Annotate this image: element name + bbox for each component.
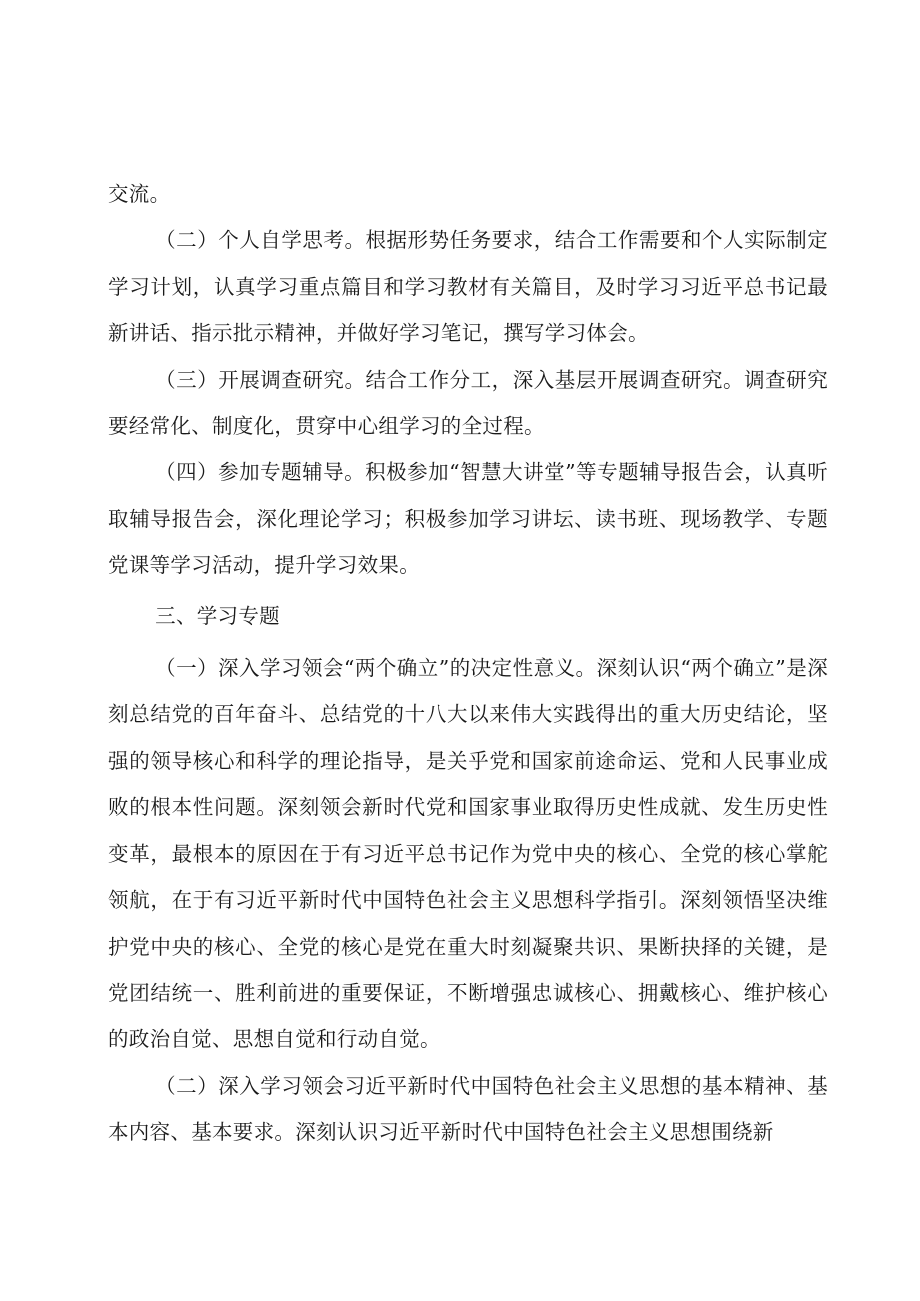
document-body <box>108 171 828 1156</box>
paragraph-special-tutoring: （四）参加专题辅导。积极参加“智慧大讲堂”等专题辅导报告会，认真听取辅导报告会，深化理论学习；积极参加学习讲坛、读书班、现场教学、专题党课等学习活动，提升学习效果。 <box>108 460 828 578</box>
paragraph-research: （三）开展调查研究。结合工作分工，深入基层开展调查研究。调查研究要经常化、制度化，贯穿中心组学习的全过程。 <box>108 367 828 439</box>
section-heading-study-topics: 三、学习专题 <box>155 603 280 628</box>
paragraph-continuation: 交流。 <box>108 182 171 206</box>
paragraph-xi-thought: （二）深入学习领会习近平新时代中国特色社会主义思想的基本精神、基本内容、基本要求。深刻认识习近平新时代中国特色社会主义思想围绕新 <box>108 1073 828 1145</box>
paragraph-self-study: （二）个人自学思考。根据形势任务要求，结合工作需要和个人实际制定学习计划，认真学习重点篇目和学习教材有关篇目，及时学习习近平总书记最新讲话、指示批示精神，并做好学习笔记，撰写学习体会。 <box>108 228 828 346</box>
paragraph-two-establishments: （一）深入学习领会“两个确立”的决定性意义。深刻认识“两个确立”是深刻总结党的百年奋斗、总结党的十八大以来伟大实践得出的重大历史结论，坚强的领导核心和科学的理论指导，是关乎党和国家前途命运、党和人民事业成败的根本性问题。深刻领会新时代党和国家事业取得历史性成就、发生历史性变革，最根本的原因在于有习近平总书记作为党中央的核心、全党的核心掌舵领航，在于有习近平新时代中国特色社会主义思想科学指引。深刻领悟坚决维护党中央的核心、全党的核心是党在重大时刻凝聚共识、果断抉择的关键，是党团结统一、胜利前进的重要保证，不断增强忠诚核心、拥戴核心、维护核心的政治自觉、思想自觉和行动自觉。 <box>108 656 828 1052</box>
